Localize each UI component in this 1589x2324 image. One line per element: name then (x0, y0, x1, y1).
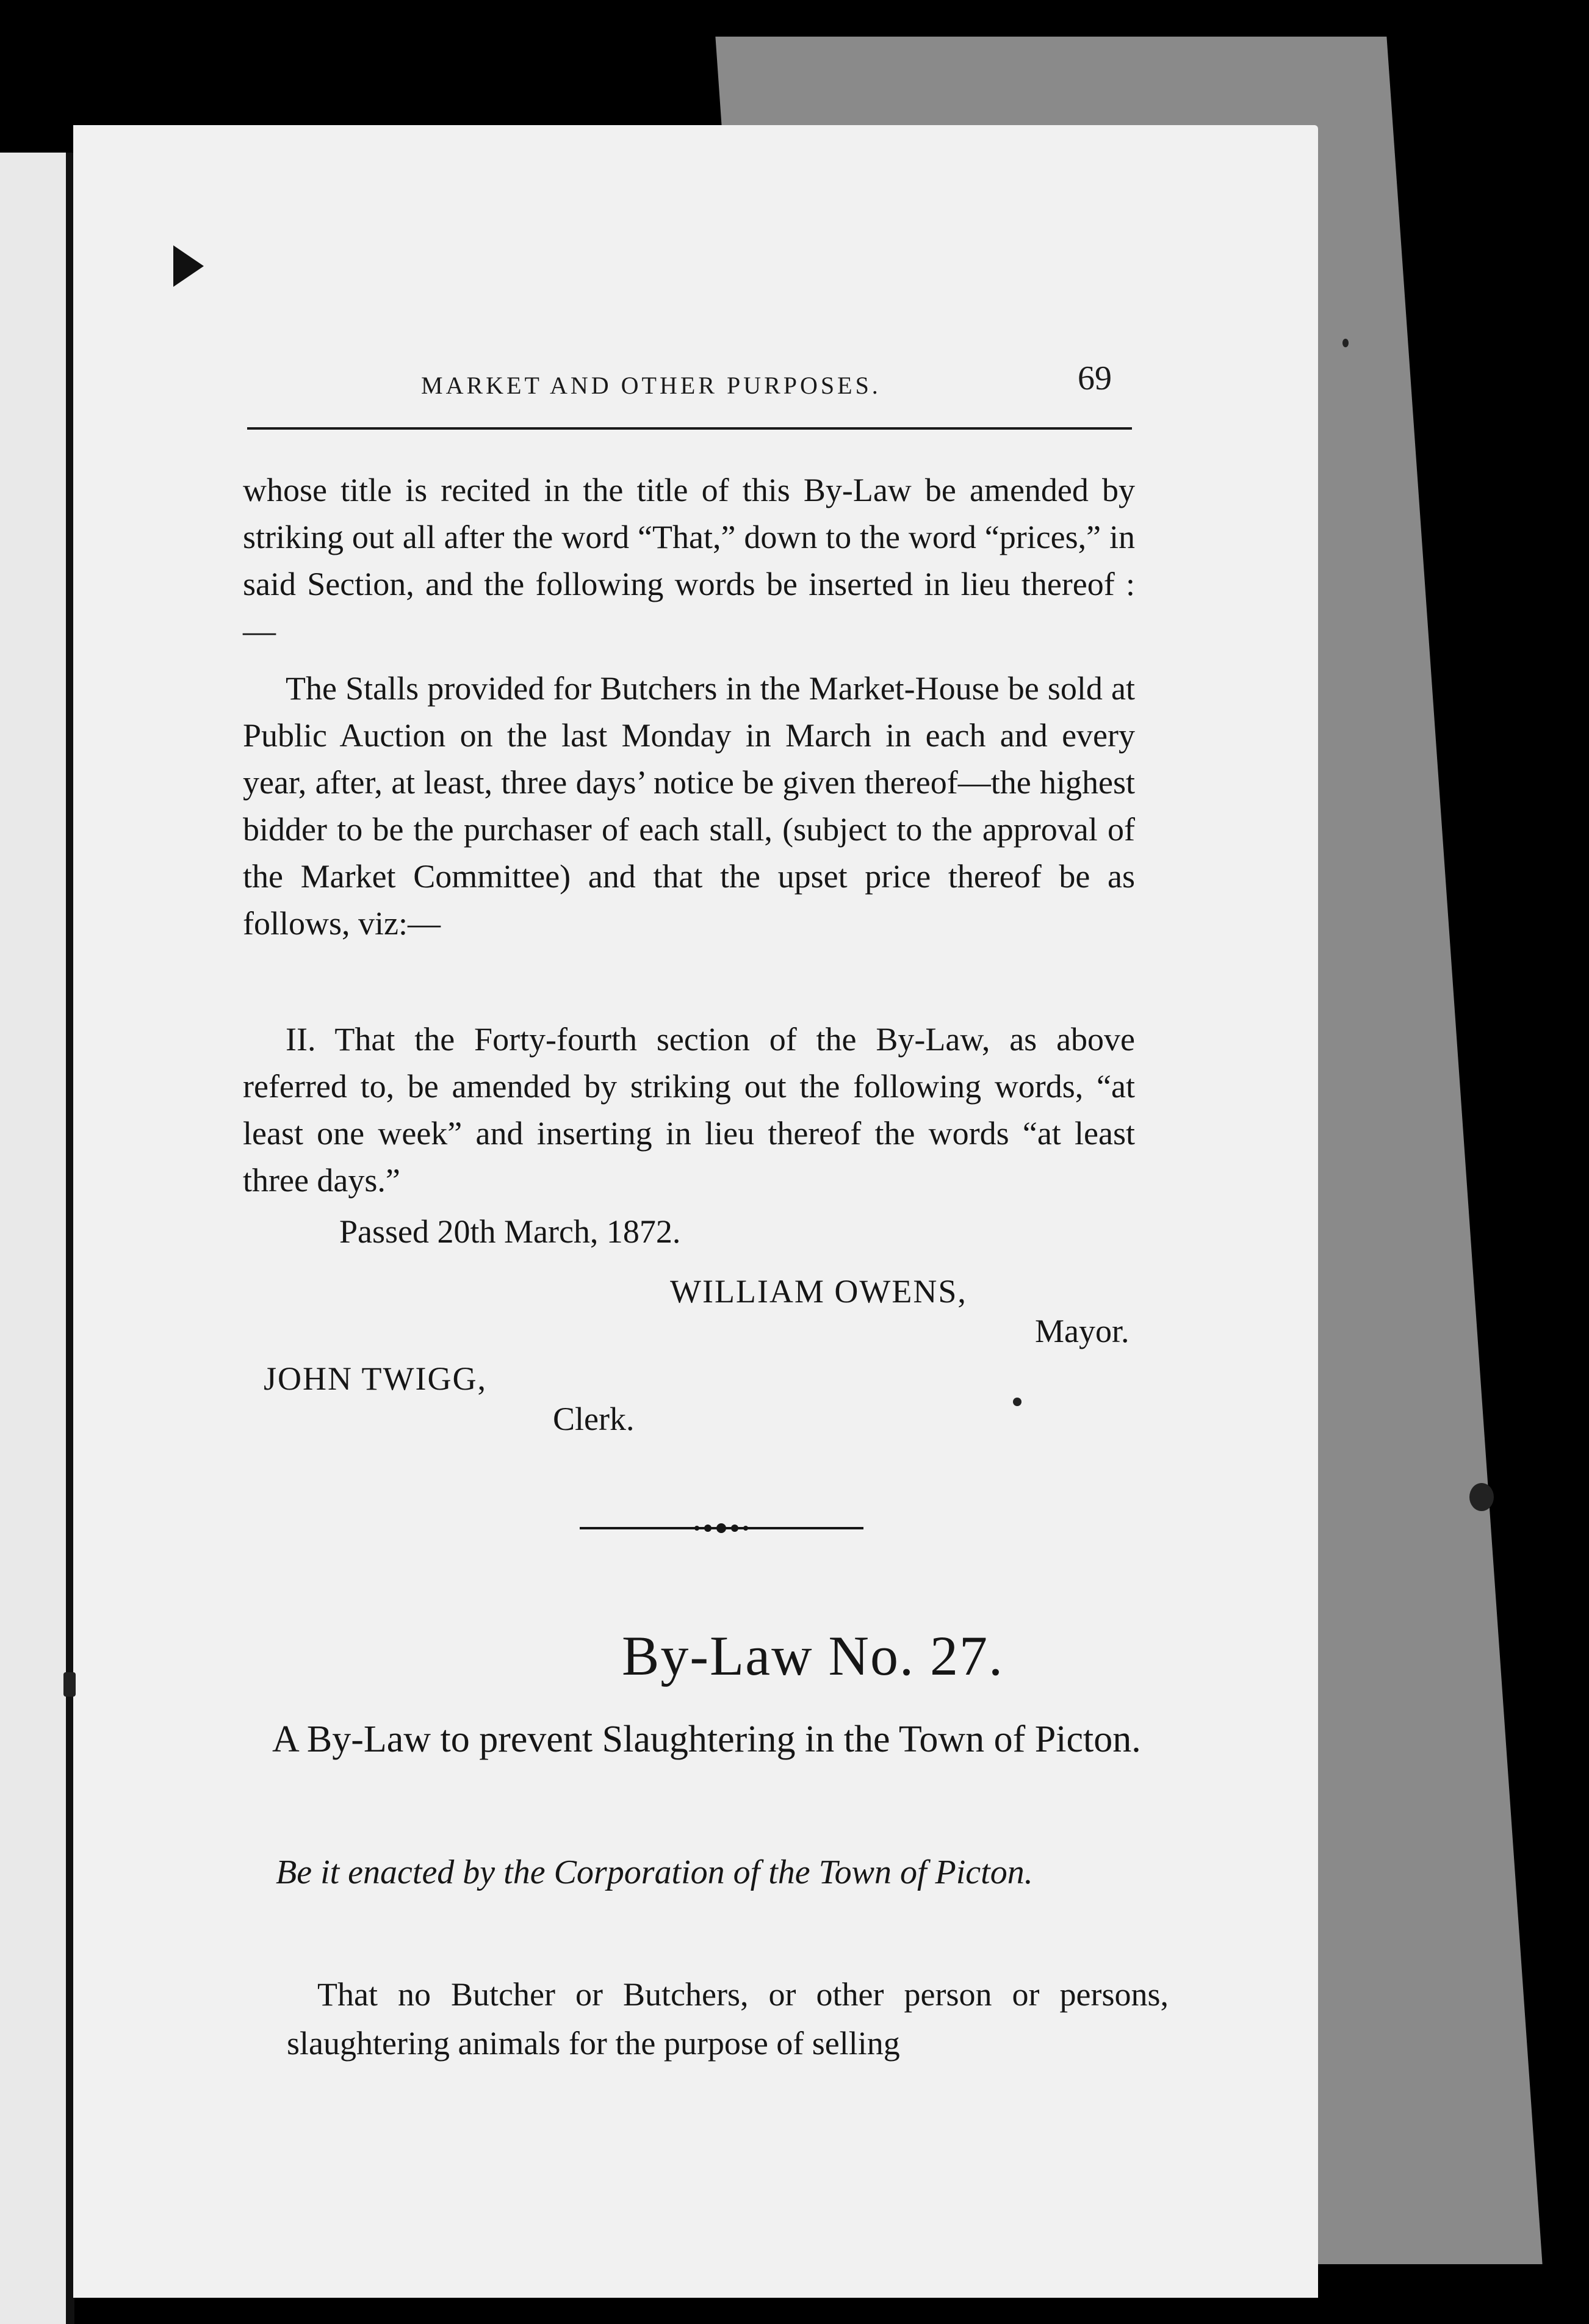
enacting-clause: Be it enacted by the Corporation of the Town of Picton. (276, 1853, 1033, 1891)
mayor-name: WILLIAM OWENS, (670, 1273, 967, 1310)
clerk-title: Clerk. (553, 1401, 635, 1437)
bylaw-heading (0, 1623, 1589, 1688)
running-head: MARKET AND OTHER PURPOSES. (421, 372, 881, 399)
pointer-mark-icon (173, 245, 204, 287)
section-divider-ornament (580, 1521, 863, 1535)
passed-date: Passed 20th March, 1872. (339, 1213, 681, 1250)
scan-speck (1013, 1398, 1022, 1406)
scan-speck (1342, 339, 1349, 347)
body-paragraph: II. That the Forty-fourth section of the By-Law, as above referred to, be amended by striking out the following words, “at least one week” and inserting in lieu thereof the words “at least three days.” (243, 1021, 1135, 1199)
bylaw-heading-text: By-Law No. 27. (622, 1625, 1004, 1687)
header-rule (247, 427, 1132, 430)
scan-speck (63, 1672, 76, 1697)
bylaw-description: A By-Law to prevent Slaughtering in the Town of Picton. (272, 1719, 1141, 1760)
body-paragraph: The Stalls provided for Butchers in the Market-House be sold at Public Auction on the last Monday in March in each and every year, after, at least, three days’ notice be given thereof—the highest bidder to be the purchaser of each stall, (subject to the approval of the Market Committee) and that the upset price thereof be as follows, viz:— (243, 670, 1135, 942)
page-number: 69 (1078, 359, 1112, 397)
scan-speck (1469, 1483, 1494, 1511)
facing-page-edge (0, 153, 68, 2324)
clerk-name: JOHN TWIGG, (264, 1360, 487, 1397)
body-paragraph: whose title is recited in the title of this By-Law be amended by striking out all after the word “That,” down to the word “prices,” in said Section, and the following words be inserted in lieu thereof :— (243, 472, 1135, 649)
mayor-title: Mayor. (1035, 1313, 1130, 1349)
bylaw-paragraph: That no Butcher or Butchers, or other person or persons, slaughtering animals for the purpose of selling (287, 1976, 1169, 2062)
